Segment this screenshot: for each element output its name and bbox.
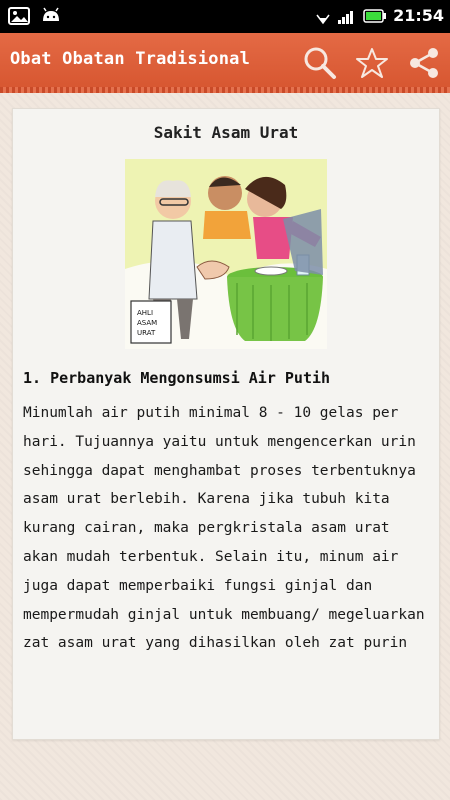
action-bar-actions (302, 45, 442, 81)
share-button[interactable] (406, 45, 442, 81)
share-icon (407, 46, 441, 80)
app-title: Obat Obatan Tradisional (10, 49, 251, 69)
status-bar-left (8, 7, 62, 25)
section-heading: 1. Perbanyak Mengonsumsi Air Putih (23, 369, 331, 387)
favorite-button[interactable] (354, 45, 390, 81)
signal-icon (337, 7, 357, 25)
star-icon (355, 46, 389, 80)
search-icon (303, 46, 337, 80)
article-title: Sakit Asam Urat (153, 123, 299, 142)
image-icon (8, 7, 30, 25)
status-clock: 21:54 (393, 6, 444, 25)
article-card[interactable] (12, 108, 440, 740)
action-bar (0, 33, 450, 93)
sign-text-line1: AHLI (137, 309, 154, 317)
status-bar (0, 0, 450, 33)
article-body: Minumlah air putih minimal 8 - 10 gelas per hari. Tujuannya yaitu untuk mengencerkan urin sehingga dapat menghambat proses terbentuknya asam urat berlebih. Karena jika tubuh kita kurang cairan, maka pergkristala asam urat akan mudah terbentuk. Selain itu, minum air juga dapat memperbaiki fungsi ginjal dan mempermudah ginjal untuk membuang/ megeluarkan zat asam urat yang dihasilkan oleh zat purin (23, 405, 425, 652)
sign-text-line3: URAT (137, 329, 156, 337)
battery-icon (363, 8, 387, 24)
sign-text-line2: ASAM (137, 319, 158, 327)
status-bar-right (315, 6, 444, 25)
search-button[interactable] (302, 45, 338, 81)
android-icon (40, 7, 62, 25)
wifi-icon (315, 7, 331, 25)
article-illustration (125, 159, 327, 349)
